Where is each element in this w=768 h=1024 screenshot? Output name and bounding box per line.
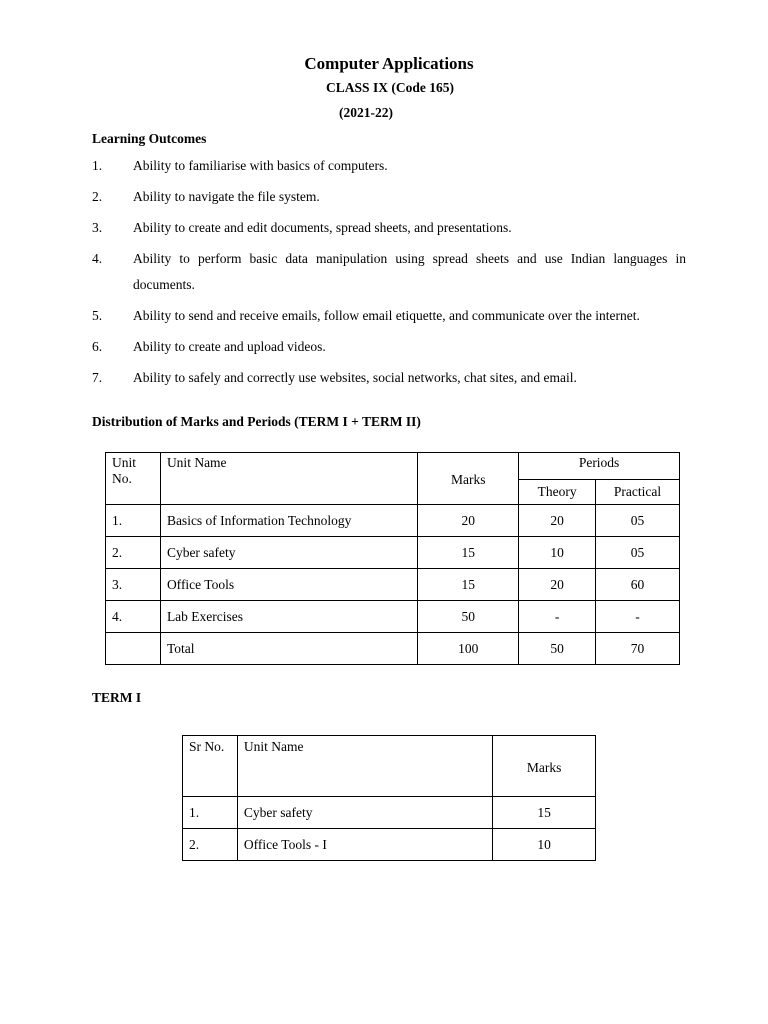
table-row — [183, 829, 596, 861]
item-number: 6. — [92, 339, 103, 354]
unit-name-cell: Cyber safety — [237, 797, 492, 829]
practical-cell: - — [596, 601, 680, 633]
marks-cell: 15 — [493, 797, 596, 829]
academic-year: (2021-22) — [339, 105, 393, 120]
learning-outcome-item — [92, 338, 686, 360]
learning-outcome-item — [92, 369, 686, 391]
term1-table — [182, 735, 596, 861]
header-sr-no: Sr No. — [183, 736, 238, 797]
learning-outcome-item — [92, 307, 686, 329]
theory-cell: - — [519, 601, 596, 633]
table-row — [183, 797, 596, 829]
sr-no-cell: 2. — [183, 829, 238, 861]
header-unit-no: Unit No. — [106, 453, 161, 505]
item-number: 4. — [92, 251, 103, 266]
item-text: Ability to perform basic data manipulation using spread sheets and use Indian languages in documents. — [133, 251, 686, 292]
theory-cell: 20 — [519, 505, 596, 537]
item-text: Ability to send and receive emails, follow email etiquette, and communicate over the internet. — [133, 308, 640, 323]
distribution-heading: Distribution of Marks and Periods (TERM I + TERM II) — [92, 414, 421, 429]
practical-cell: 05 — [596, 537, 680, 569]
marks-cell: 100 — [418, 633, 519, 665]
unit-no-cell: 4. — [106, 601, 161, 633]
unit-name-cell: Cyber safety — [160, 537, 417, 569]
item-text: Ability to create and upload videos. — [133, 339, 326, 354]
unit-no-cell: 3. — [106, 569, 161, 601]
item-number: 2. — [92, 189, 103, 204]
learning-outcome-item — [92, 219, 686, 241]
item-text: Ability to navigate the file system. — [133, 189, 320, 204]
unit-name-cell: Office Tools - I — [237, 829, 492, 861]
marks-cell: 15 — [418, 569, 519, 601]
header-theory: Theory — [519, 480, 596, 505]
theory-cell: 10 — [519, 537, 596, 569]
theory-cell: 50 — [519, 633, 596, 665]
marks-cell: 20 — [418, 505, 519, 537]
header-unit-name: Unit Name — [237, 736, 492, 797]
unit-name-cell: Basics of Information Technology — [160, 505, 417, 537]
class-code: CLASS IX (Code 165) — [326, 80, 454, 95]
practical-cell: 60 — [596, 569, 680, 601]
unit-name-cell: Office Tools — [160, 569, 417, 601]
header-marks: Marks — [418, 453, 519, 505]
header-marks: Marks — [493, 736, 596, 797]
header-practical: Practical — [596, 480, 680, 505]
theory-cell: 20 — [519, 569, 596, 601]
learning-outcome-item — [92, 188, 686, 210]
learning-outcome-item — [92, 250, 686, 298]
table-row — [106, 537, 680, 569]
learning-outcome-item — [92, 157, 686, 179]
item-number: 1. — [92, 158, 103, 173]
learning-outcomes-heading: Learning Outcomes — [92, 131, 207, 146]
unit-no-cell: 1. — [106, 505, 161, 537]
sr-no-cell: 1. — [183, 797, 238, 829]
table-row — [106, 505, 680, 537]
marks-cell: 50 — [418, 601, 519, 633]
learning-outcomes-list — [92, 157, 686, 400]
table-row — [106, 633, 680, 665]
table-row — [106, 601, 680, 633]
term1-heading: TERM I — [92, 690, 142, 705]
unit-name-cell: Total — [160, 633, 417, 665]
item-number: 5. — [92, 308, 103, 323]
marks-cell: 10 — [493, 829, 596, 861]
header-periods: Periods — [519, 453, 680, 480]
item-number: 3. — [92, 220, 103, 235]
table-row — [106, 569, 680, 601]
item-text: Ability to create and edit documents, spread sheets, and presentations. — [133, 220, 512, 235]
unit-no-cell — [106, 633, 161, 665]
unit-name-cell: Lab Exercises — [160, 601, 417, 633]
item-text: Ability to safely and correctly use websites, social networks, chat sites, and email. — [133, 370, 577, 385]
practical-cell: 70 — [596, 633, 680, 665]
distribution-table — [105, 452, 680, 665]
header-unit-name: Unit Name — [160, 453, 417, 505]
item-number: 7. — [92, 370, 103, 385]
document-title: Computer Applications — [304, 54, 474, 73]
marks-cell: 15 — [418, 537, 519, 569]
item-text: Ability to familiarise with basics of computers. — [133, 158, 388, 173]
unit-no-cell: 2. — [106, 537, 161, 569]
practical-cell: 05 — [596, 505, 680, 537]
